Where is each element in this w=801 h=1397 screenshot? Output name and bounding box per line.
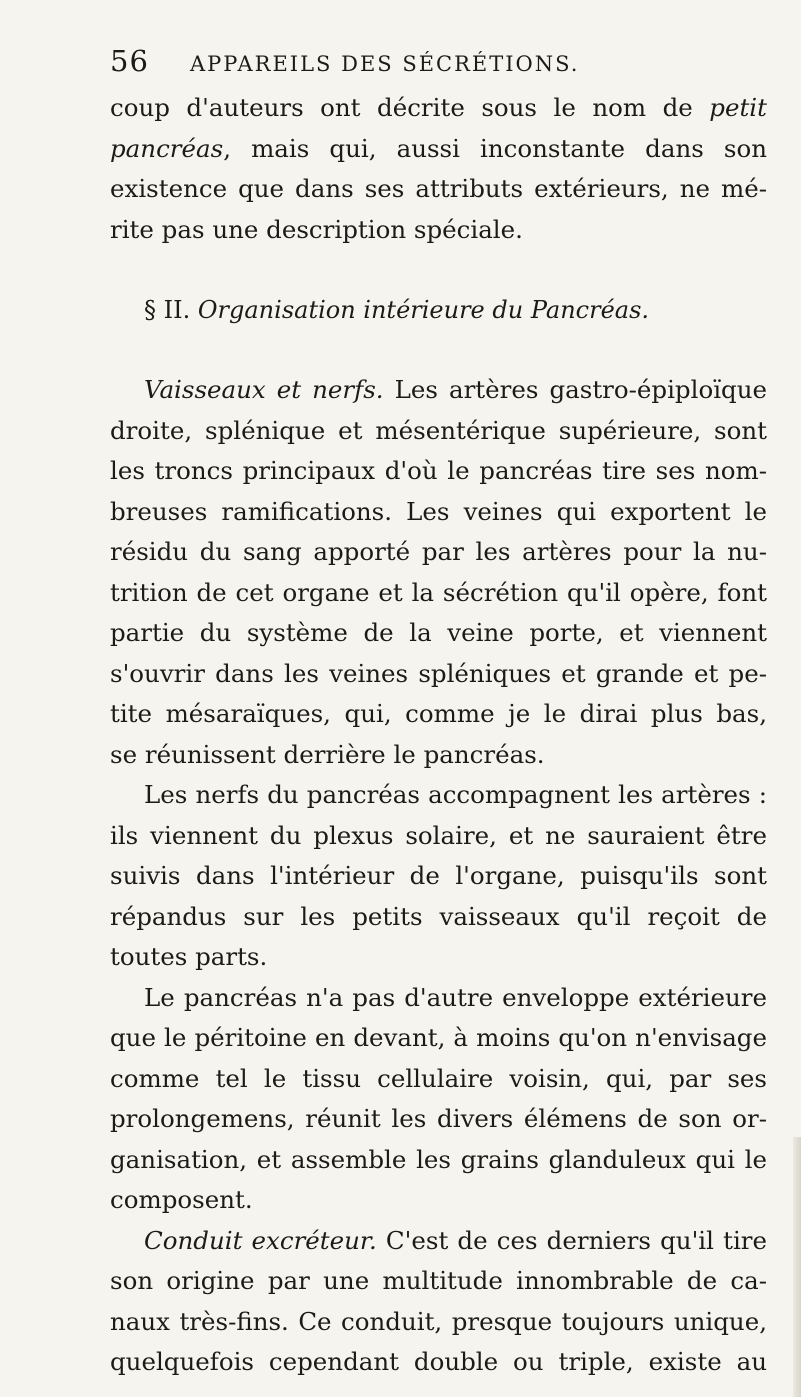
running-title: APPAREILS DES SÉCRÉTIONS. [190,52,580,76]
text-line: Conduit excréteur. C'est de ces derniers qu'il tire [144,1225,768,1255]
section-heading [110,290,767,330]
text-line: répandus sur les petits vaisseaux qu'il reçoit de [110,901,767,931]
text-line: existence que dans ses attributs extérieurs, ne mé- [110,174,767,203]
text-line: prolongemens, réunit les divers élémens de son or- [110,1104,767,1133]
paragraph-vaisseaux-nerfs [110,370,767,775]
text-line: suivis dans l'intérieur de l'organe, puisqu'ils sont [110,861,767,890]
text-line: naux très-fins. Ce conduit, presque toujours unique, [110,1306,767,1336]
text-line: droite, splénique et mésentérique supérieure, sont [110,415,767,445]
paragraph-conduit [110,1221,767,1383]
text-line: que le péritoine en devant, à moins qu'on n'envisage [110,1023,767,1052]
page-number: 56 [110,44,149,78]
text-line: se réunissent derrière le pancréas. [110,739,545,769]
text-line: Vaisseaux et nerfs. Les artères gastro-épiploïque [144,375,768,404]
text-line: breuses ramifications. Les veines qui exportent le [110,496,767,526]
paragraph-continued [110,88,767,250]
section-title: Organisation intérieure du Pancréas. [197,296,650,324]
paragraph-enveloppe [110,978,767,1221]
text-line: Les nerfs du pancréas accompagnent les artères : [144,780,767,809]
text-line: comme tel le tissu cellulaire voisin, qui, par ses [110,1063,767,1093]
paragraph-nerfs [110,775,767,978]
page-edge-shadow [793,1137,801,1397]
text-line: partie du système de la veine porte, et viennent [110,618,767,647]
text-line: toutes parts. [110,942,268,971]
text-line: les troncs principaux d'où le pancréas tire ses nom- [110,456,767,485]
text-line: ganisation, et assemble les grains glanduleux qui le [110,1144,767,1174]
text-line: quelquefois cependant double ou triple, existe au [110,1347,767,1376]
text-line: Le pancréas n'a pas d'autre enveloppe extérieure [144,982,767,1012]
text-line: tite mésaraïques, qui, comme je le dirai plus bas, [110,699,767,728]
text-line: ils viennent du plexus solaire, et ne sauraient être [110,820,767,850]
text-line: pancréas, mais qui, aussi inconstante dans son [110,133,767,163]
text-line: trition de cet organe et la sécrétion qu'il opère, font [110,577,767,607]
text-line: coup d'auteurs ont décrite sous le nom de petit [110,93,767,122]
section-number: § II. [144,296,191,324]
text-line: composent. [110,1185,253,1214]
text-line: s'ouvrir dans les veines spléniques et grande et pe- [110,658,767,688]
text-line: résidu du sang apporté par les artères pour la nu- [110,537,767,566]
running-head [110,44,767,88]
text-line: son origine par une multitude innombrable de ca- [110,1266,767,1295]
text-line: rite pas une description spéciale. [110,214,523,244]
